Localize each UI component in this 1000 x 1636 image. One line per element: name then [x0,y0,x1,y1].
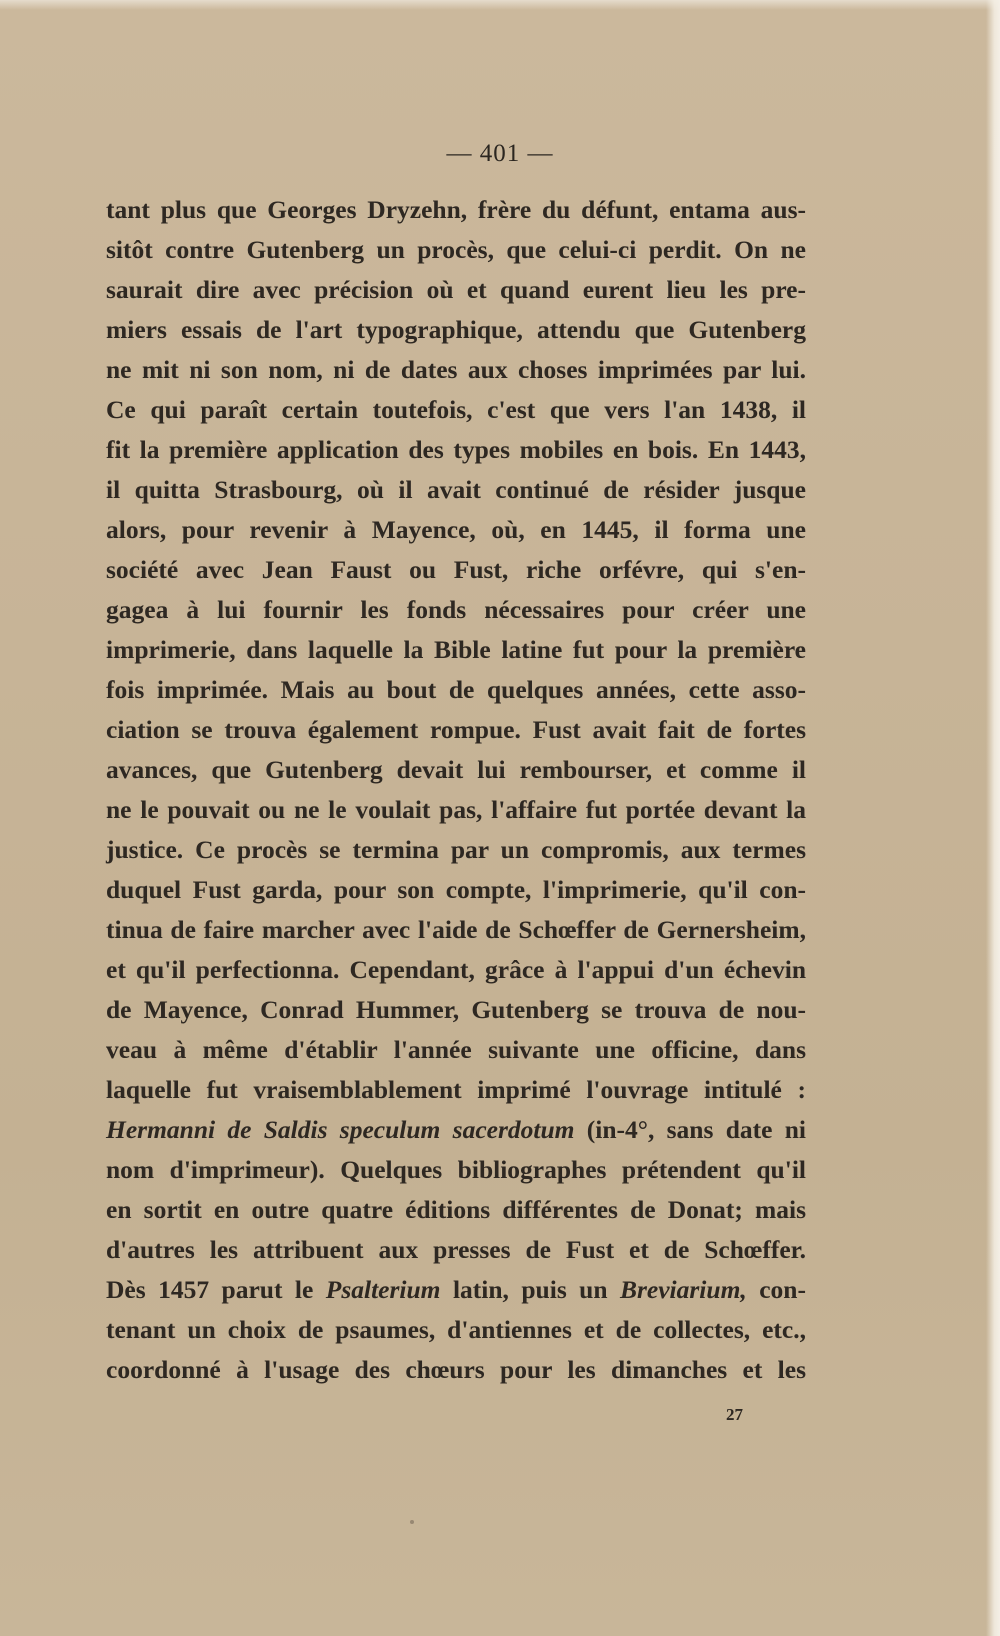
text-segment: il quitta Strasbourg, où il avait continué de résider jusque [106,475,806,504]
text-line [106,1310,806,1350]
text-line [106,630,806,670]
text-segment: coordonné à l'usage des chœurs pour les dimanches et les [106,1355,806,1384]
italic-title: Breviarium, [619,1275,747,1304]
italic-title: Hermanni de Saldis speculum sacerdotum [106,1115,575,1144]
text-segment: tinua de faire marcher avec l'aide de Schœffer de Gernersheim, [106,915,806,944]
italic-title: Psalterium [325,1275,441,1304]
text-line [106,190,806,230]
text-segment: duquel Fust garda, pour son compte, l'imprimerie, qu'il con- [106,875,806,904]
text-line [106,1070,806,1110]
text-line [106,670,806,710]
text-segment: (in-4°, sans date ni [574,1115,806,1144]
text-line [106,310,806,350]
text-segment: de Mayence, Conrad Hummer, Gutenberg se trouva de nou- [106,995,806,1024]
text-segment: nom d'imprimeur). Quelques bibliographes prétendent qu'il [106,1155,806,1184]
text-line [106,470,806,510]
text-segment: société avec Jean Faust ou Fust, riche orfévre, qui s'en- [106,555,806,584]
page-number: — 401 — [446,140,554,167]
text-segment: et qu'il perfectionna. Cependant, grâce à l'appui d'un échevin [106,955,806,984]
text-segment: imprimerie, dans laquelle la Bible latine fut pour la première [106,635,806,664]
text-segment: miers essais de l'art typographique, attendu que Gutenberg [106,315,806,344]
signature-mark: 27 [726,1405,743,1424]
text-line [106,1190,806,1230]
text-segment: avances, que Gutenberg devait lui rembourser, et comme il [106,755,806,784]
text-segment: alors, pour revenir à Mayence, où, en 1445, il forma une [106,515,806,544]
page-top-edge [0,0,1000,10]
text-segment: fois imprimée. Mais au bout de quelques années, cette asso- [106,675,806,704]
text-segment: con- [746,1275,806,1304]
text-line [106,710,806,750]
text-line [106,230,806,270]
text-line [106,950,806,990]
text-line [106,390,806,430]
text-segment: Dès 1457 parut le [106,1275,326,1304]
text-segment: justice. Ce procès se termina par un compromis, aux termes [106,835,806,864]
text-line [106,550,806,590]
text-segment: tenant un choix de psaumes, d'antiennes et de collectes, etc., [106,1315,806,1344]
text-line [106,270,806,310]
text-line [106,830,806,870]
text-segment: sitôt contre Gutenberg un procès, que celui-ci perdit. On ne [106,235,806,264]
text-segment: laquelle fut vraisemblablement imprimé l'ouvrage intitulé : [106,1075,806,1104]
text-line [106,910,806,950]
text-line [106,1270,806,1310]
text-line [106,790,806,830]
page-right-edge [986,0,1000,1636]
text-segment: fit la première application des types mobiles en bois. En 1443, [106,435,806,464]
text-line [106,870,806,910]
text-segment: d'autres les attribuent aux presses de Fust et de Schœffer. [106,1235,806,1264]
text-segment: ne mit ni son nom, ni de dates aux choses imprimées par lui. [106,355,806,384]
text-line [106,1230,806,1270]
text-line [106,510,806,550]
text-segment: en sortit en outre quatre éditions différentes de Donat; mais [106,1195,806,1224]
text-segment: ne le pouvait ou ne le voulait pas, l'affaire fut portée devant la [106,795,806,824]
text-segment: saurait dire avec précision où et quand eurent lieu les pre- [106,275,806,304]
text-line [106,1030,806,1070]
text-segment: ciation se trouva également rompue. Fust avait fait de fortes [106,715,806,744]
text-line [106,1110,806,1150]
text-line [106,750,806,790]
text-segment: veau à même d'établir l'année suivante une officine, dans [106,1035,806,1064]
stray-mark [410,1520,414,1524]
text-line [106,990,806,1030]
text-segment: Ce qui paraît certain toutefois, c'est que vers l'an 1438, il [106,395,806,424]
text-segment: latin, puis un [440,1275,620,1304]
text-line [106,1350,806,1390]
text-line [106,590,806,630]
text-line [106,430,806,470]
text-line [106,350,806,390]
body-text [106,190,806,1390]
text-line [106,1150,806,1190]
text-segment: gagea à lui fournir les fonds nécessaires pour créer une [106,595,806,624]
text-segment: tant plus que Georges Dryzehn, frère du défunt, entama aus- [106,195,806,224]
